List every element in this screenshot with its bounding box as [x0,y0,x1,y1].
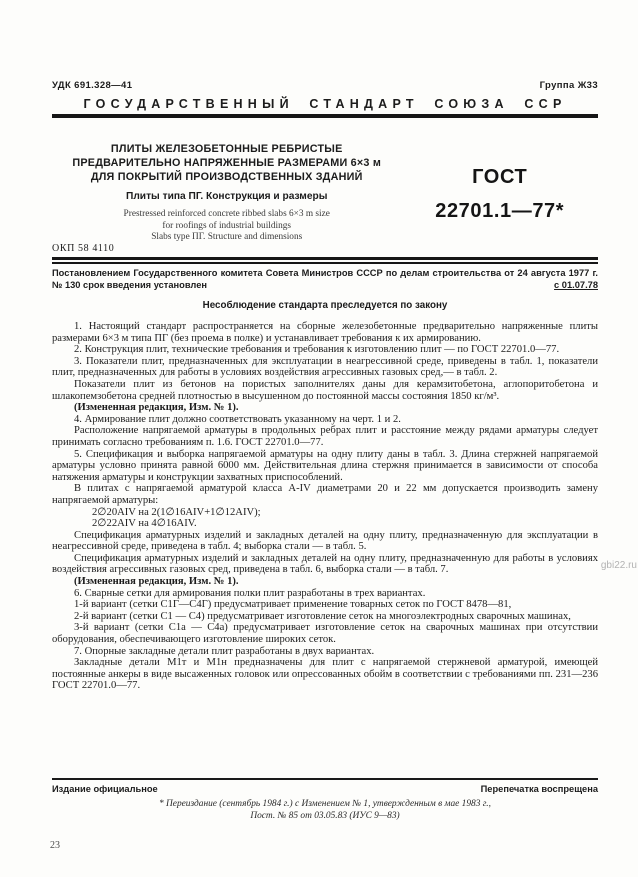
paragraph: 2. Конструкция плит, технические требования и требования к изготовлению плит — по ГОСТ 22701.0—77. [74,344,560,356]
paragraph: 4. Армирование плит должно соответствовать указанному на черт. 1 и 2. [74,413,401,425]
site-watermark: gbi22.ru [600,560,637,571]
designation-gost: ГОСТ [472,166,528,188]
paragraph: 2∅20АIV на 2(1∅16АIV+1∅12АIV); [92,506,261,518]
double-rule-top [52,257,598,260]
no-reprint-label: Перепечатка воспрещена [480,784,598,794]
group-code: Группа Ж33 [539,80,598,91]
official-edition-label: Издание официальное [52,784,158,794]
paragraph: (Измененная редакция, Изм. № 1). [74,402,239,414]
double-rule-bottom [52,262,598,264]
title-en-line: Prestressed reinforced concrete ribbed slabs 6×3 m size [123,209,330,219]
paragraph: 1-й вариант (сетки С1Г—С4Г) предусматривает применение товарных сеток по ГОСТ 8478—81, [74,599,512,611]
title-ru-line: ПЛИТЫ ЖЕЛЕЗОБЕТОННЫЕ РЕБРИСТЫЕ [110,143,343,155]
footnote-line: Пост. № 85 от 03.05.83 (ИУС 9—83) [250,811,400,821]
title-ru-line: ПРЕДВАРИТЕЛЬНО НАПРЯЖЕННЫЕ РАЗМЕРАМИ 6×3 м [72,157,382,169]
title-left-column [52,142,401,244]
paragraph: (Измененная редакция, Изм. № 1). [74,576,239,588]
subtitle-russian: Плиты типа ПГ. Конструкция и размеры [126,191,328,202]
paragraph: 7. Опорные закладные детали плит разработаны в двух вариантах. [74,645,375,657]
paragraph: 2-й вариант (сетки С1 — С4) предусматривает изготовление сеток на многоэлектродных сварочных машинах, [74,610,571,622]
paragraph: Спецификация арматурных изделий и закладных деталей на одну плиту, предназначенную для работы в условиях воздействия агрессивных газовых сред, приведена в табл. 6, выборка стали — в табл. 7. [52,552,598,576]
header-rule [52,114,598,118]
decree-block [52,268,598,291]
body-paragraphs [52,321,598,692]
paragraph: 1. Настоящий стандарт распространяется на сборные железобетонные предварительно напряженные плиты размерами 6×3 м типа ПГ (без проема в полке) и устанавливает требования к их армированию. [52,321,598,344]
paragraph: В плитах с напрягаемой арматурой класса А-IV диаметрами 20 и 22 мм допускается производить замену напрягаемой арматуры: [52,483,598,506]
standard-org-title: ГОСУДАРСТВЕННЫЙ СТАНДАРТ СОЮЗА ССР [83,97,567,111]
title-en-line: Slabs type ПГ. Structure and dimensions [151,232,303,242]
paragraph: 5. Спецификация и выборка напрягаемой арматуры на одну плиту даны в табл. 3. Длина стержней напрягаемой арматуры условно принята равной 6000 мм. Действительная длина стержня принимается в зависимости от способа натяжения арматуры и конструкции захватных приспособлений. [52,448,598,483]
paragraph: Спецификация арматурных изделий и закладных деталей на одну плиту, предназначенную для эксплуатации в неагрессивной среде, приведена в табл. 4; выборка стали — в табл. 5. [52,529,598,553]
standard-designation [401,142,598,244]
designation-number: 22701.1—77* [435,200,565,222]
paragraph: Показатели плит из бетонов на пористых заполнителях даны для керамзитобетона, аглопоритобетона и шлакопемзобетона средней плотностью в высушенном до постоянной массы состояния 1850 кг/м³. [52,378,598,402]
title-en-line: for roofings of industrial buildings [162,220,292,231]
effective-date: с 01.07.78 [554,279,598,290]
footer-rule [52,778,598,780]
title-ru-line: ДЛЯ ПОКРЫТИЙ ПРОИЗВОДСТВЕННЫХ ЗДАНИЙ [90,171,363,183]
paragraph: 6. Сварные сетки для армирования полки плит разработаны в трех вариантах. [74,587,426,599]
title-block [52,142,598,244]
decree-text: Постановлением Государственного комитета Совета Министров СССР по делам строительства от 24 августа 1977 г. № 130 срок введения установлен [52,268,598,290]
paragraph: Закладные детали М1т и М1н предназначены для плит с напрягаемой стержневой арматурой, имеющей постоянные анкеры в виде высаженных головок или опрессованных обойм в соответствии с требованиями пп. 231—236 ГОСТ 22701.0—77. [52,657,598,692]
udk-code: УДК 691.328—41 [52,80,133,91]
revision-footnote [52,798,598,822]
title-russian [52,142,401,184]
paragraph: 2∅22АIV на 4∅16АIV. [92,518,197,530]
footnote-line: * Переиздание (сентябрь 1984 г.) с Изменением № 1, утвержденным в мае 1983 г., [158,799,491,809]
double-rule [52,257,598,264]
page-number: 23 [50,840,60,851]
law-notice: Несоблюдение стандарта преследуется по закону [202,300,448,311]
classification-row [52,80,598,91]
paragraph: 3-й вариант (сетки С1а — С4а) предусматривает изготовление сеток на сварочных машинах при отсутствии оборудования, обеспечивающего изготовление широких сеток. [52,622,598,646]
okp-code: ОКП 58 4110 [52,243,115,254]
footer-row [52,784,598,794]
paragraph: Расположение напрягаемой арматуры в продольных ребрах плит и расстояние между рядами арматуры следует принимать согласно требованиям п. 1.6. ГОСТ 22701.0—77. [52,425,598,448]
paragraph: 3. Показатели плит, предназначенных для эксплуатации в неагрессивной среде, приведены в табл. 1, показатели плит, предназначенных для работы в условиях воздействия агрессивных газовых сред,— в табл. 2. [52,355,598,379]
title-english [52,209,401,244]
